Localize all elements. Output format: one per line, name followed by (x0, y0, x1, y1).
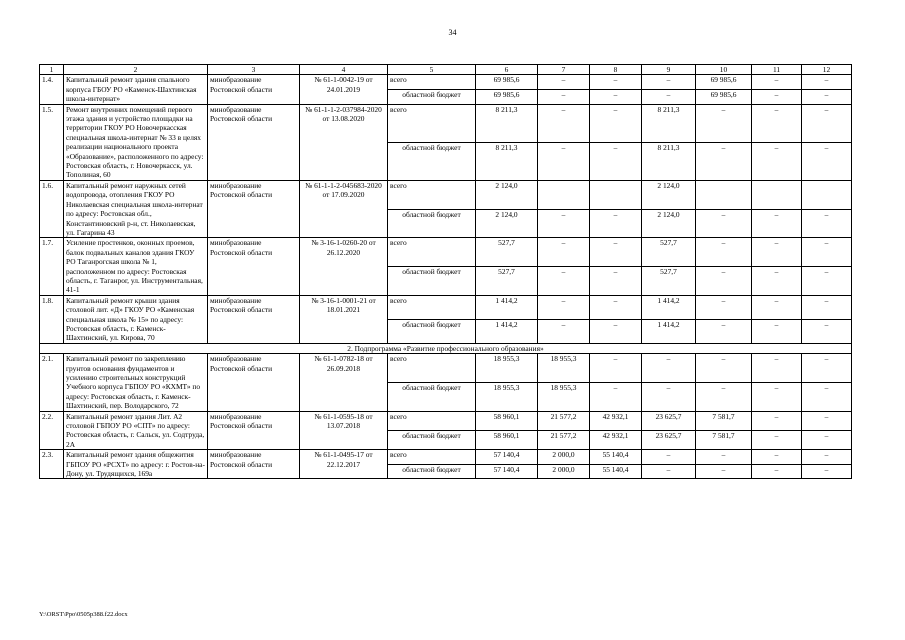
value-regional-budget: 1 414,2 (642, 319, 696, 343)
value-regional-budget: – (696, 209, 752, 238)
value-total: 42 932,1 (590, 411, 642, 430)
value-regional-budget: – (802, 382, 852, 411)
value-regional-budget: – (752, 90, 802, 105)
value-total: 7 581,7 (696, 411, 752, 430)
value-regional-budget: – (802, 209, 852, 238)
value-regional-budget: 7 581,7 (696, 430, 752, 449)
column-number-1: 1 (40, 65, 64, 75)
value-total: – (802, 104, 852, 142)
item-number: 1.8. (40, 295, 64, 343)
value-regional-budget: 1 414,2 (476, 319, 538, 343)
value-regional-budget: 8 211,3 (642, 142, 696, 180)
value-total: 2 124,0 (642, 180, 696, 209)
source-total: всего (388, 75, 476, 90)
value-total: 18 955,3 (476, 354, 538, 383)
program-table (39, 64, 852, 479)
item-responsible: минобразование Ростовской области (208, 75, 300, 104)
value-regional-budget: 18 955,3 (538, 382, 590, 411)
column-number-row (40, 65, 852, 75)
value-regional-budget: 42 932,1 (590, 430, 642, 449)
value-regional-budget: – (752, 267, 802, 296)
value-total: – (590, 238, 642, 267)
column-number-8: 8 (590, 65, 642, 75)
value-regional-budget: – (752, 209, 802, 238)
value-regional-budget: – (538, 319, 590, 343)
source-total: всего (388, 180, 476, 209)
value-total (802, 180, 852, 209)
value-total: – (590, 354, 642, 383)
column-number-6: 6 (476, 65, 538, 75)
value-regional-budget: 69 985,6 (476, 90, 538, 105)
value-total (696, 180, 752, 209)
item-document: № 61-1-0782-18 от 26.09.2018 (300, 354, 388, 411)
value-regional-budget: – (590, 142, 642, 180)
value-total: – (752, 104, 802, 142)
source-regional-budget: областной бюджет (388, 382, 476, 411)
item-description: Ремонт внутренних помещений первого этажа здания и устройство площадки на территории ГКОУ РО Новочеркасская специальная школа-интернат № 33 в целях реализации национального проекта «Образование», расположенного по адресу: Ростовская область, г. Новочеркасск, ул. Тополиная, 60 (64, 104, 208, 180)
value-total: – (752, 75, 802, 90)
source-total: всего (388, 104, 476, 142)
value-regional-budget: – (752, 430, 802, 449)
file-path-footer: Y:\ORST\Ppo\0505p388.f22.docx (39, 611, 128, 618)
value-total: – (696, 104, 752, 142)
value-regional-budget: – (802, 142, 852, 180)
value-regional-budget: – (590, 267, 642, 296)
value-regional-budget: 527,7 (642, 267, 696, 296)
value-regional-budget: – (538, 209, 590, 238)
value-regional-budget: 58 960,1 (476, 430, 538, 449)
column-number-9: 9 (642, 65, 696, 75)
value-total: – (802, 295, 852, 319)
item-number: 2.3. (40, 450, 64, 479)
value-regional-budget: – (696, 267, 752, 296)
value-regional-budget: – (590, 209, 642, 238)
value-total (752, 180, 802, 209)
value-total (590, 180, 642, 209)
value-regional-budget: – (752, 319, 802, 343)
item-responsible: минобразование Ростовской области (208, 180, 300, 237)
item-description: Капитальный ремонт здания Лит. А2 столовой ГБПОУ РО «СПТ» по адресу: Ростовская область, г. Сальск, ул. Содтруда, 2А (64, 411, 208, 450)
value-regional-budget: – (642, 382, 696, 411)
column-number-5: 5 (388, 65, 476, 75)
value-regional-budget: – (696, 464, 752, 479)
source-total: всего (388, 411, 476, 430)
value-regional-budget: – (538, 90, 590, 105)
value-total: – (696, 450, 752, 465)
item-responsible: минобразование Ростовской области (208, 238, 300, 295)
value-regional-budget: – (538, 267, 590, 296)
value-regional-budget: – (696, 382, 752, 411)
column-number-7: 7 (538, 65, 590, 75)
value-total: – (590, 295, 642, 319)
value-total: – (538, 295, 590, 319)
column-number-12: 12 (802, 65, 852, 75)
item-document: № 3-16-1-0001-21 от 18.01.2021 (300, 295, 388, 343)
subprogram-row (40, 343, 852, 353)
value-regional-budget: – (752, 142, 802, 180)
value-total: – (538, 75, 590, 90)
item-document: № 61-1-0595-18 от 13.07.2018 (300, 411, 388, 450)
item-description: Усиление простенков, оконных проемов, балок подвальных каналов здания ГКОУ РО Таганрогская школа № 1, расположенном по адресу: Ростовская область, г. Таганрог, ул. Инструментальная, 41-1 (64, 238, 208, 295)
value-regional-budget: – (802, 430, 852, 449)
value-regional-budget: – (642, 464, 696, 479)
source-total: всего (388, 354, 476, 383)
item-number: 1.7. (40, 238, 64, 295)
table-row (40, 411, 852, 430)
item-document: № 61-1-0042-19 от 24.01.2019 (300, 75, 388, 104)
column-number-4: 4 (300, 65, 388, 75)
column-number-3: 3 (208, 65, 300, 75)
value-total: – (802, 354, 852, 383)
value-regional-budget: – (802, 464, 852, 479)
value-total: – (538, 238, 590, 267)
item-number: 1.4. (40, 75, 64, 104)
value-total: – (538, 104, 590, 142)
value-regional-budget: 23 625,7 (642, 430, 696, 449)
value-total: – (696, 295, 752, 319)
item-description: Капитальный ремонт крыши здания столовой лит. «Д» ГКОУ РО «Каменская специальная школа № 15» по адресу: Ростовская область, г. Каменск-Шахтинский, ул. Кирова, 70 (64, 295, 208, 343)
value-total: – (752, 295, 802, 319)
value-total: 2 000,0 (538, 450, 590, 465)
item-number: 1.5. (40, 104, 64, 180)
source-total: всего (388, 295, 476, 319)
value-regional-budget: 57 140,4 (476, 464, 538, 479)
value-total: – (752, 354, 802, 383)
value-total: – (802, 411, 852, 430)
value-total: – (642, 75, 696, 90)
value-total: – (642, 354, 696, 383)
item-document: № 61-1-1-2-045683-2020 от 17.09.2020 (300, 180, 388, 237)
table-row (40, 295, 852, 319)
source-regional-budget: областной бюджет (388, 209, 476, 238)
item-responsible: минобразование Ростовской области (208, 411, 300, 450)
value-total: – (752, 411, 802, 430)
value-regional-budget: 2 124,0 (642, 209, 696, 238)
item-responsible: минобразование Ростовской области (208, 354, 300, 411)
value-total: 58 960,1 (476, 411, 538, 430)
value-total: 527,7 (642, 238, 696, 267)
value-regional-budget: – (642, 90, 696, 105)
value-regional-budget: – (752, 464, 802, 479)
value-total: – (590, 75, 642, 90)
value-regional-budget: – (696, 319, 752, 343)
value-total: – (696, 238, 752, 267)
page-number: 34 (448, 28, 457, 37)
item-number: 2.1. (40, 354, 64, 411)
column-number-2: 2 (64, 65, 208, 75)
item-responsible: минобразование Ростовской области (208, 450, 300, 479)
subprogram-title: 2. Подпрограмма «Развитие профессионального образования» (40, 343, 852, 353)
table-row (40, 450, 852, 465)
value-total: 8 211,3 (642, 104, 696, 142)
value-regional-budget: – (752, 382, 802, 411)
value-total: – (590, 104, 642, 142)
item-responsible: минобразование Ростовской области (208, 295, 300, 343)
item-number: 2.2. (40, 411, 64, 450)
source-regional-budget: областной бюджет (388, 319, 476, 343)
item-document: № 61-1-0495-17 от 22.12.2017 (300, 450, 388, 479)
source-regional-budget: областной бюджет (388, 430, 476, 449)
value-total: – (802, 238, 852, 267)
item-number: 1.6. (40, 180, 64, 237)
source-regional-budget: областной бюджет (388, 90, 476, 105)
value-total: 527,7 (476, 238, 538, 267)
table-row (40, 180, 852, 209)
value-total: – (802, 75, 852, 90)
table-row (40, 238, 852, 267)
value-regional-budget: – (590, 382, 642, 411)
value-regional-budget: – (802, 267, 852, 296)
column-number-10: 10 (696, 65, 752, 75)
value-total: – (752, 238, 802, 267)
value-total (538, 180, 590, 209)
value-total: 1 414,2 (476, 295, 538, 319)
value-total: 57 140,4 (476, 450, 538, 465)
item-document: № 61-1-1-2-037984-2020 от 13.08.2020 (300, 104, 388, 180)
column-number-11: 11 (752, 65, 802, 75)
value-regional-budget: 2 124,0 (476, 209, 538, 238)
source-total: всего (388, 450, 476, 465)
value-total: 55 140,4 (590, 450, 642, 465)
item-description: Капитальный ремонт наружных сетей водопровода, отопления ГКОУ РО Николаевская специальная школа-интернат по адресу: Ростовская обл., Константиновский р-н, ст. Николаевская, ул. Гагарина 43 (64, 180, 208, 237)
table-row (40, 104, 852, 142)
value-total: 8 211,3 (476, 104, 538, 142)
value-regional-budget: 527,7 (476, 267, 538, 296)
value-total: – (802, 450, 852, 465)
value-regional-budget: – (696, 142, 752, 180)
item-description: Капитальный ремонт здания спального корпуса ГБОУ РО «Каменск-Шахтинская школа-интернат» (64, 75, 208, 104)
value-regional-budget: 2 000,0 (538, 464, 590, 479)
value-regional-budget: – (590, 319, 642, 343)
value-total: 21 577,2 (538, 411, 590, 430)
value-total: – (752, 450, 802, 465)
item-description: Капитальный ремонт по закреплению грунтов основания фундаментов и усилению строительных конструкций Учебного корпуса ГБПОУ РО «КХМТ» по адресу: Ростовская область, г. Каменск-Шахтинский, пер. Володарского, 72 (64, 354, 208, 411)
value-total: 1 414,2 (642, 295, 696, 319)
value-regional-budget: 55 140,4 (590, 464, 642, 479)
value-total: 69 985,6 (476, 75, 538, 90)
value-total: 69 985,6 (696, 75, 752, 90)
value-regional-budget: – (802, 90, 852, 105)
value-regional-budget: – (802, 319, 852, 343)
source-regional-budget: областной бюджет (388, 464, 476, 479)
table-row (40, 354, 852, 383)
value-total: 2 124,0 (476, 180, 538, 209)
source-regional-budget: областной бюджет (388, 267, 476, 296)
value-regional-budget: 18 955,3 (476, 382, 538, 411)
value-total: 23 625,7 (642, 411, 696, 430)
source-regional-budget: областной бюджет (388, 142, 476, 180)
item-document: № 3-16-1-0260-20 от 26.12.2020 (300, 238, 388, 295)
table-row (40, 75, 852, 90)
value-regional-budget: – (590, 90, 642, 105)
item-description: Капитальный ремонт здания общежития ГБПОУ РО «РСХТ» по адресу: г. Ростов-на-Дону, ул. Трудящихся, 169а (64, 450, 208, 479)
value-regional-budget: – (538, 142, 590, 180)
value-regional-budget: 69 985,6 (696, 90, 752, 105)
source-total: всего (388, 238, 476, 267)
value-total: 18 955,3 (538, 354, 590, 383)
value-regional-budget: 8 211,3 (476, 142, 538, 180)
item-responsible: минобразование Ростовской области (208, 104, 300, 180)
value-total: – (642, 450, 696, 465)
value-regional-budget: 21 577,2 (538, 430, 590, 449)
value-total: – (696, 354, 752, 383)
